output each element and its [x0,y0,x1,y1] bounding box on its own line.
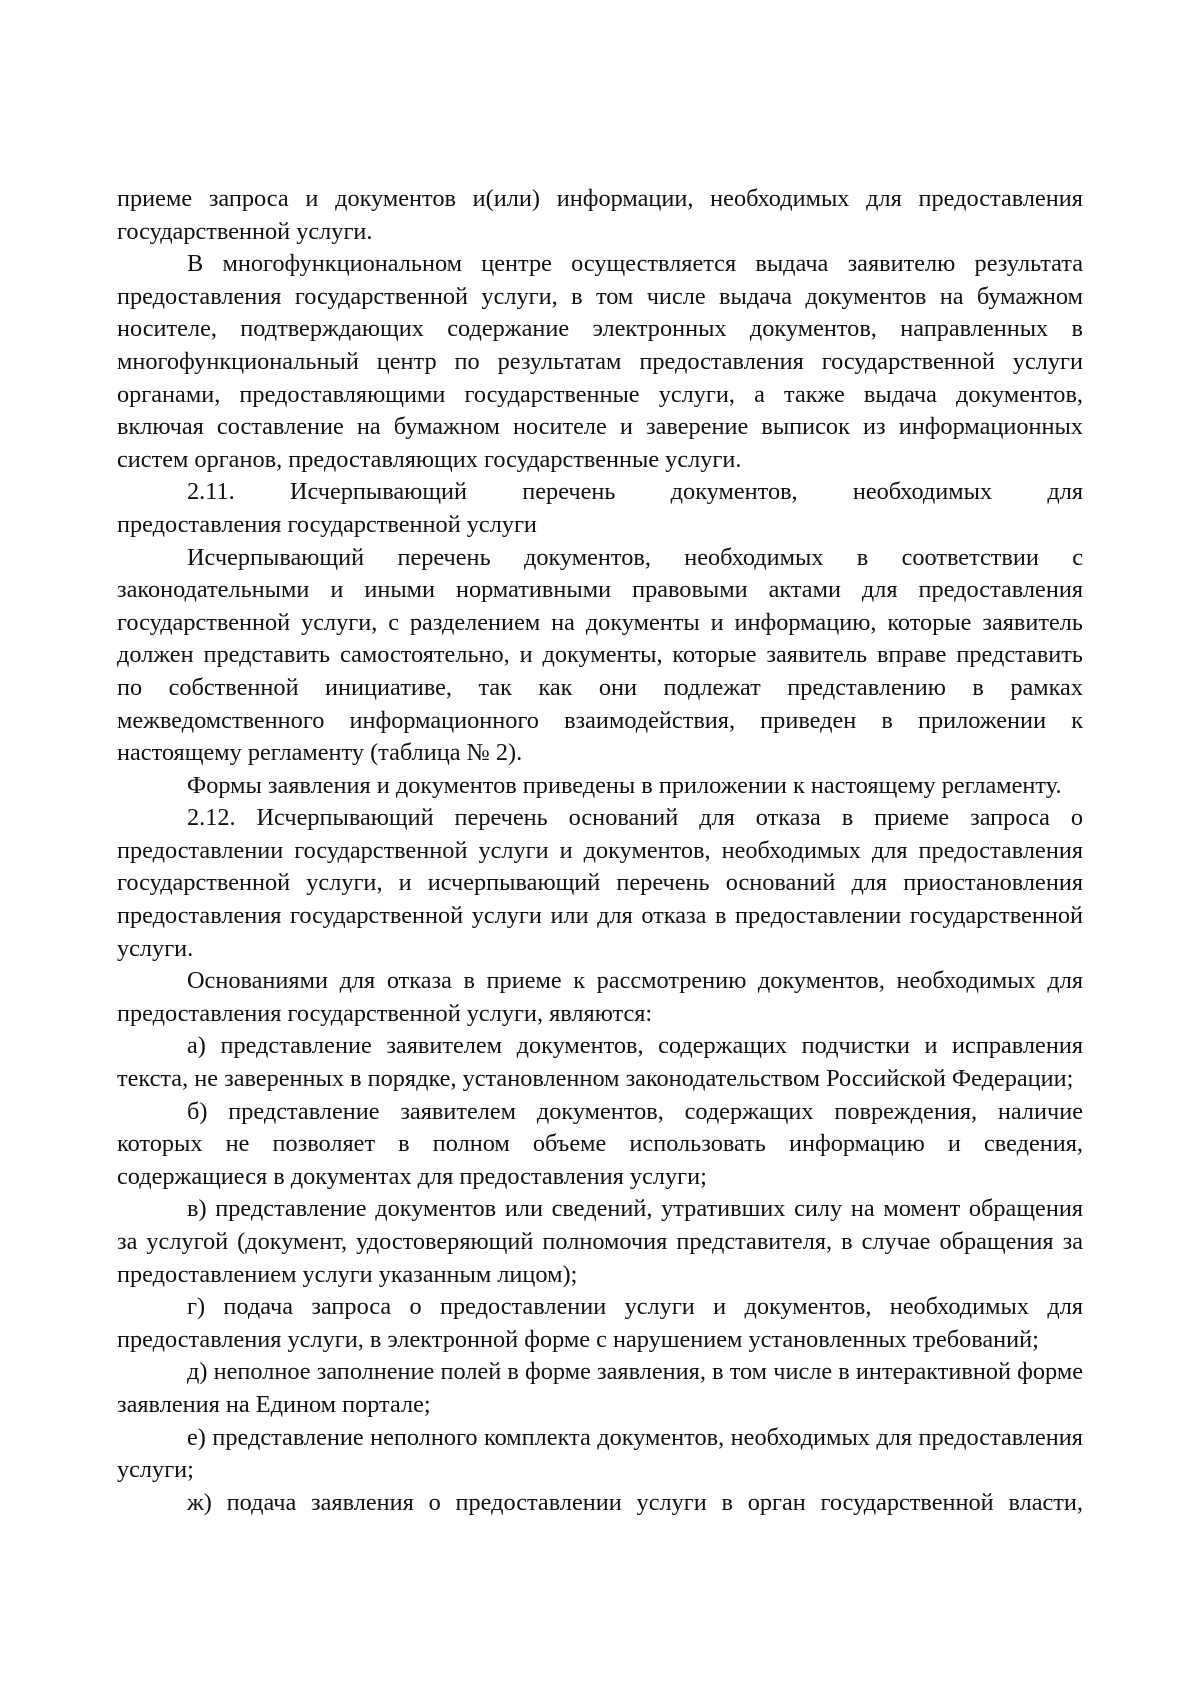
list-item-e: е) представление неполного комплекта документов, необходимых для предоставления услуги; [117,1423,1083,1484]
list-item-v: в) представление документов или сведений, утративших силу на момент обращения за услугой (документ, удостоверяющий полномочия представителя, в случае обращения за предоставлением услуги указанным лицом); [117,1195,1083,1288]
document-page [117,183,1083,1519]
section-heading-2-11-continuation: предоставления государственной услуги [117,510,537,538]
list-item-g: г) подача запроса о предоставлении услуги и документов, необходимых для предоставления услуги, в электронной форме с нарушением установленных требований; [117,1293,1083,1353]
list-item-a: а) представление заявителем документов, содержащих подчистки и исправления текста, не заверенных в порядке, установленном законодательством Российской Федерации; [117,1032,1083,1093]
list-item-d: д) неполное заполнение полей в форме заявления, в том числе в интерактивной форме заявления на Едином портале; [117,1358,1083,1418]
paragraph-intro-continuation: приеме запроса и документов и(или) информации, необходимых для предоставления государственной услуги. [117,185,1083,245]
paragraph-forms: Формы заявления и документов приведены в приложении к настоящему регламенту. [187,771,1062,799]
paragraph-refusal-grounds: Основаниями для отказа в приеме к рассмотрению документов, необходимых для предоставления государственной услуги, являются: [117,967,1083,1027]
paragraph-mfc-issuance: В многофункциональном центре осуществляется выдача заявителю результата предоставления государственной услуги, в том числе выдача документов на бумажном носителе, подтверждающих содержание электронных документов, направленных в многофункциональный центр по результатам предоставления государственной услуги органами, предоставляющими государственные услуги, а также выдача документов, включая составление на бумажном носителе и заверение выписок из информационных систем органов, предоставляющих государственные услуги. [117,250,1083,473]
section-heading-2-11: 2.11. Исчерпывающий перечень документов, необходимых для [187,478,1083,506]
list-item-zh: ж) подача заявления о предоставлении услуги в орган государственной власти, [187,1488,1083,1516]
section-heading-2-12: 2.12. Исчерпывающий перечень оснований для отказа в приеме запроса о предоставлении государственной услуги и документов, необходимых для предоставления государственной услуги, и исчерпывающий перечень оснований для приостановления предоставления государственной услуги или для отказа в предоставлении государственной услуги. [117,804,1083,962]
paragraph-documents-list: Исчерпывающий перечень документов, необходимых в соответствии с законодательными и иными нормативными правовыми актами для предоставления государственной услуги, с разделением на документы и информацию, которые заявитель должен представить самостоятельно, и документы, которые заявитель вправе представить по собственной инициативе, так как они подлежат представлению в рамках межведомственного информационного взаимодействия, приведен в приложении к настоящему регламенту (таблица № 2). [117,543,1083,767]
list-item-b: б) представление заявителем документов, содержащих повреждения, наличие которых не позволяет в полном объеме использовать информацию и сведения, содержащиеся в документах для предоставления услуги; [117,1097,1083,1190]
